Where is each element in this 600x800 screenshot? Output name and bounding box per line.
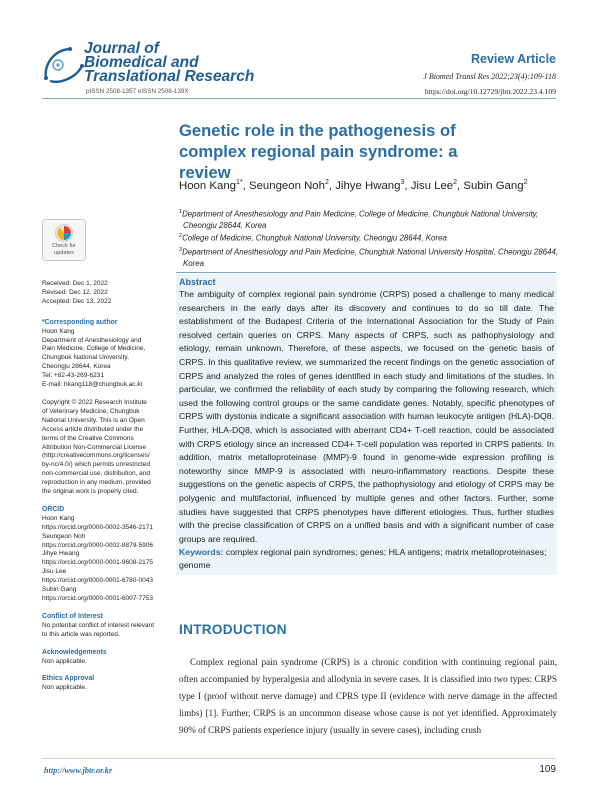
- corresponding-author-block: [42, 319, 168, 390]
- article-info-sidebar: [42, 280, 168, 702]
- abstract-section: [176, 274, 557, 575]
- author-affiliation-marker: 2: [324, 179, 329, 186]
- license-link[interactable]: (http://creativecommons.org/licenses/: [42, 452, 150, 460]
- page-number: 109: [539, 764, 556, 775]
- keywords-text: complex regional pain syndromes; genes; HLA antigens; matrix metalloproteinases; genome: [179, 547, 547, 570]
- ethics-line: Non applicable.: [42, 684, 87, 692]
- citation: J Biomed Transl Res 2022;23(4):109-118: [423, 72, 556, 81]
- author-affiliation-marker: 2: [453, 179, 458, 186]
- check-for-updates-button[interactable]: [42, 219, 86, 261]
- copyright-line: reproduction in any medium, provided: [42, 479, 151, 487]
- author-name: Subin Gang: [463, 179, 524, 192]
- corresponding-line: Cheongju 28644, Korea: [42, 363, 111, 371]
- author-affiliation-marker: 1*: [236, 179, 243, 186]
- acknowledgements-line: Non applicable.: [42, 657, 87, 665]
- keywords-label: Keywords:: [179, 547, 224, 558]
- copyright-line: by-nc/4.0/) which permits unrestricted: [42, 461, 151, 469]
- check-updates-icon: [55, 224, 73, 242]
- journal-name-line-3: Translational Research: [84, 68, 255, 85]
- copyright-line: National University. This is an Open: [42, 416, 145, 424]
- orcid-link[interactable]: https://orcid.org/0000-0001-6007-7753: [42, 595, 153, 602]
- article-dates: [42, 280, 168, 307]
- introduction-heading: INTRODUCTION: [179, 622, 287, 637]
- journal-name-line-1: Journal of: [84, 40, 159, 57]
- copyright-line: non-commercial use, distribution, and: [42, 470, 151, 478]
- introduction-text: Complex regional pain syndrome (CRPS) is a chronic condition with continuing regional pain, often accompanied by hyperalgesia and allodynia in severe cases. It is classified into two types: CRPS type I (proof without nerve damage) and CPRS type II (evidence with nerve damage in the affected limbs) [1]. Further, CRPS is an uncommon disease whose cause is not yet identified. Approximately 90% of CRPS patients experience injury (usually in severe cases), including crush: [179, 657, 557, 736]
- article-title: Genetic role in the pathogenesis of complex regional pain syndrome: a review: [179, 121, 458, 182]
- orcid-link[interactable]: https://orcid.org/0000-0001-9608-2175: [42, 559, 153, 567]
- copyright-line: Copyright © 2022 Research Institute: [42, 398, 147, 406]
- corresponding-line: Department of Anesthesiology and: [42, 336, 142, 344]
- corresponding-line: Hoon Kang: [42, 327, 75, 335]
- copyright-line: of Veterinary Medicine, Chungbuk: [42, 407, 140, 415]
- author-name: Seungeon Noh: [248, 179, 325, 192]
- accepted-date: Accepted: Dec 13, 2022: [42, 297, 112, 305]
- check-updates-label-1: Check for: [52, 243, 76, 249]
- orcid-link[interactable]: https://orcid.org/0000-0002-8879-5906: [42, 541, 153, 549]
- revised-date: Revised: Dec 12, 2022: [42, 288, 108, 296]
- author-affiliation-marker: 3: [400, 179, 405, 186]
- keywords-line: [179, 546, 554, 571]
- doi-link[interactable]: https://doi.org/10.12729/jbtr.2022.23.4.109: [424, 87, 556, 96]
- author-affiliation-marker: 2: [523, 179, 528, 186]
- ethics-heading: Ethics Approval: [42, 675, 95, 683]
- affiliation: $^1$Department of Anesthesiology and Pain Medicine, College of Medicine, Chungbuk National University, Cheongju 28644, Korea: [179, 209, 539, 230]
- orcid-block: [42, 506, 168, 604]
- footer-divider: [42, 758, 556, 759]
- orcid-heading: ORCID: [42, 505, 65, 513]
- author-name: Hoon Kang: [179, 179, 236, 192]
- affiliation: $^2$College of Medicine, Chungbuk National University, Cheongju 28644, Korea: [179, 233, 447, 244]
- copyright-line: Access article distributed under the: [42, 425, 144, 433]
- copyright-line: terms of the Creative Commons: [42, 434, 134, 442]
- affiliation: $^3$Department of Anesthesiology and Pain Medicine, Chungbuk National University Hospital, Cheongju 28644, Korea: [179, 246, 559, 268]
- ethics-block: [42, 675, 168, 693]
- conflict-block: [42, 613, 168, 640]
- orcid-author: Seungeon Noh: [42, 532, 86, 540]
- acknowledgements-block: [42, 649, 168, 667]
- affiliation-list: [179, 207, 559, 269]
- conflict-line: No potential conflict of interest relevant: [42, 621, 155, 629]
- corresponding-email[interactable]: E-mail: hkang118@chungbuk.ac.kr: [42, 381, 143, 389]
- orcid-author: Hoon Kang: [42, 514, 75, 522]
- author-name: Jisu Lee: [410, 179, 454, 192]
- article-type: Review Article: [471, 52, 556, 66]
- copyright-line: the original work is properly cited.: [42, 488, 139, 496]
- abstract-text: The ambiguity of complex regional pain syndrome (CRPS) posed a challenge to many medical researchers in the early days after its discovery and continues to do so till date. The establishment of the Budapest Criteria of the International Association for the Study of Pain resolved certain queries on CRPS. Many aspects of CRPS, such as pathophysiology and etiology, remain unknown. Therefore, of these aspects, we focused on the genetic basis of CRPS. In this qualitative review, we summarized the recent findings on the genetic association of CRPS and analyzed the roles of genes identified in each study and limitations of the studies. In particular, we confirmed the reliability of each study by comparing the following research, which used the following control groups or the same candidate genes. Notably, specific phenotypes of CRPS with dystonia indicate a significant association with human leukocyte antigen (HLA)-DQ8. Further, HLA-DQ8, which is associated with aberrant CD4+ T-cell reaction, could be associated with CRPS etiology since an increased CD4+ T-cell population was reported in CRPS patients. In addition, matrix metalloproteinase (MMP)-9 found in genome-wide expression profiling is noteworthy since MMP-9 is associated with neuro-inflammatory reactions. Despite these suggestions on the genetic aspects of CRPS, the pathophysiology and etiology of CRPS may be polygenic and multifactorial, influenced by multiple genes and other factors. Further, some studies have suggested that CRPS phenotypes have different etiologies. Thus, further studies with the precise classification of CRPS on a unified basis and with a significant number of case groups are required.: [179, 289, 554, 544]
- orcid-link[interactable]: https://orcid.org/0000-0002-3546-2171: [42, 523, 153, 531]
- issn: pISSN 2508-1357 eISSN 2508-139X: [86, 88, 189, 95]
- corresponding-line: Chungbuk National University,: [42, 354, 129, 362]
- journal-logo: [40, 44, 90, 86]
- author-name: Jihye Hwang: [335, 179, 401, 192]
- abstract-divider: [176, 272, 556, 273]
- abstract-heading: Abstract: [179, 277, 216, 287]
- conflict-line: to this article was reported.: [42, 630, 120, 638]
- received-date: Received: Dec 1, 2022: [42, 280, 108, 287]
- orcid-author: Jihye Hwang: [42, 550, 80, 558]
- orcid-author: Subin Gang: [42, 586, 77, 594]
- journal-url-link[interactable]: http://www.jbtr.or.kr: [44, 766, 113, 775]
- header-divider: [42, 98, 556, 99]
- corresponding-author-heading: *Corresponding author: [42, 318, 118, 326]
- journal-name-line-2: Biomedical and: [84, 54, 199, 71]
- acknowledgements-heading: Acknowledgements: [42, 648, 107, 656]
- copyright-line: Attribution Non-Commercial License: [42, 443, 147, 451]
- journal-name: [84, 42, 284, 84]
- author-list: Hoon Kang$^{1*}$, Seungeon Noh$^2$, Jihye Hwang$^3$, Jisu Lee$^2$, Subin Gang$^2$: [179, 179, 528, 192]
- corresponding-phone: Tel: +82-43-269-6231: [42, 372, 104, 380]
- orcid-author: Jisu Lee: [42, 568, 67, 576]
- corresponding-line: Pain Medicine, College of Medicine,: [42, 345, 146, 353]
- orcid-link[interactable]: https://orcid.org/0000-0001-6780-0043: [42, 577, 153, 585]
- copyright-block: [42, 399, 168, 497]
- conflict-heading: Conflict of Interest: [42, 612, 103, 620]
- check-updates-label-2: updates: [54, 250, 74, 257]
